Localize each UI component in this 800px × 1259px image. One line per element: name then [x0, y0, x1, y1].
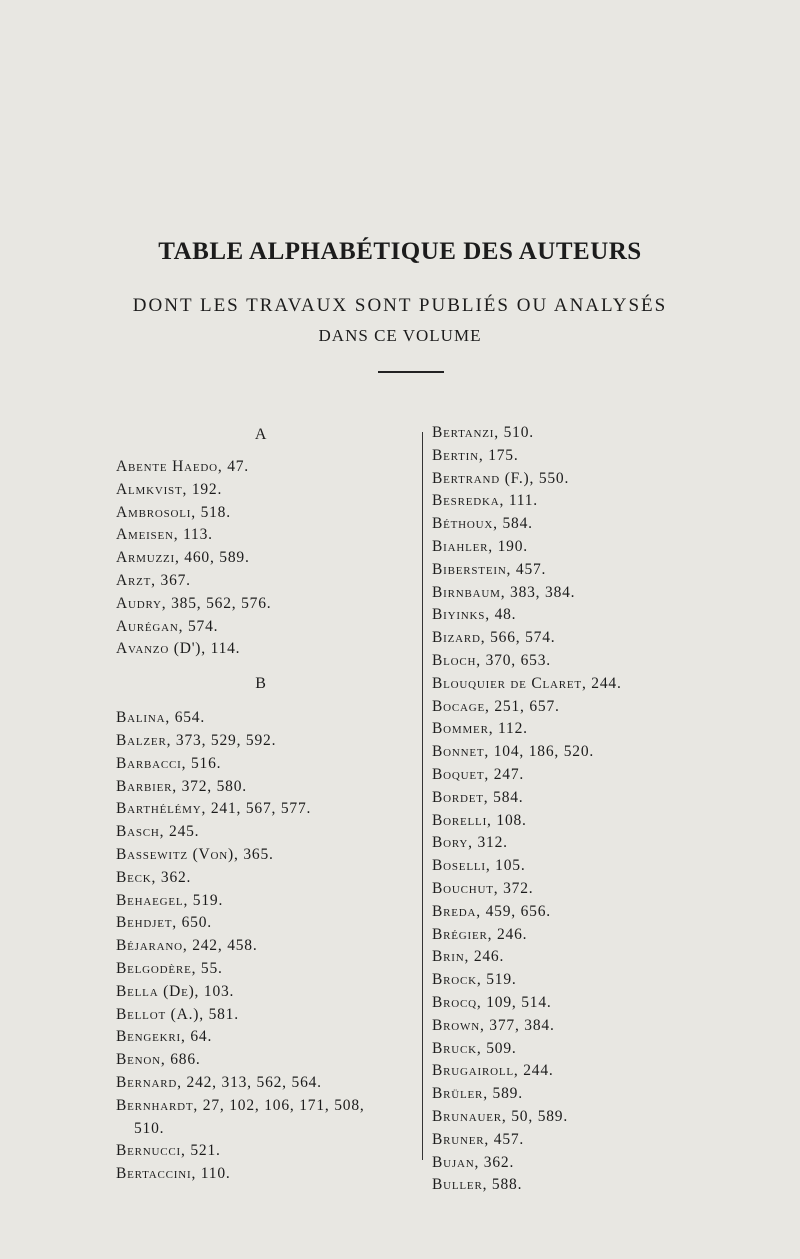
author-entry: Ameisen, 113.	[116, 526, 213, 544]
author-entry: Benon, 686.	[116, 1051, 201, 1069]
author-entry: Bory, 312.	[432, 834, 508, 852]
author-entry: Brocq, 109, 514.	[432, 993, 552, 1011]
author-entry: Bizard, 566, 574.	[432, 629, 556, 647]
author-entry: Bertaccini, 110.	[116, 1165, 231, 1183]
author-entry: Bengekri, 64.	[116, 1028, 213, 1046]
author-entry: Bassewitz (Von), 365.	[116, 845, 274, 863]
author-entry: Barbier, 372, 580.	[116, 777, 247, 795]
author-entry: Bertrand (F.), 550.	[432, 469, 570, 487]
author-entry: Almkvist, 192.	[116, 480, 223, 498]
author-entry: Barbacci, 516.	[116, 754, 222, 772]
author-entry: Balzer, 373, 529, 592.	[116, 731, 277, 749]
author-entry: Brock, 519.	[432, 971, 517, 989]
author-entry: Audry, 385, 562, 576.	[116, 594, 272, 612]
column-divider	[422, 432, 423, 1160]
author-entry: Boquet, 247.	[432, 765, 525, 783]
author-entry: Barthélémy, 241, 567, 577.	[116, 800, 312, 818]
author-entry: Belgodère, 55.	[116, 959, 223, 977]
author-entry: Armuzzi, 460, 589.	[116, 549, 250, 567]
author-entry: Brégier, 246.	[432, 925, 528, 943]
author-entry: Birnbaum, 383, 384.	[432, 583, 576, 601]
author-entry: Béjarano, 242, 458.	[116, 937, 258, 955]
author-entry: 510.	[134, 1119, 165, 1137]
author-entry: Brown, 377, 384.	[432, 1016, 555, 1034]
author-entry: Bellot (A.), 581.	[116, 1005, 239, 1023]
author-entry: Aurégan, 574.	[116, 617, 219, 635]
author-entry: Brunauer, 50, 589.	[432, 1107, 569, 1125]
author-entry: Bruner, 457.	[432, 1130, 525, 1148]
author-entry: Bella (De), 103.	[116, 982, 235, 1000]
author-entry: Bertin, 175.	[432, 446, 519, 464]
author-entry: Bernard, 242, 313, 562, 564.	[116, 1073, 322, 1091]
author-entry: Ambrosoli, 518.	[116, 503, 231, 521]
author-entry: Béthoux, 584.	[432, 515, 533, 533]
author-entry: Biyinks, 48.	[432, 606, 517, 624]
author-entry: Balina, 654.	[116, 709, 206, 727]
author-entry: Behdjet, 650.	[116, 914, 212, 932]
author-entry: Bernucci, 521.	[116, 1142, 221, 1160]
author-entry: Abente Haedo, 47.	[116, 458, 249, 475]
author-entry: Brin, 246.	[432, 948, 505, 966]
author-list-b	[116, 707, 416, 1186]
author-entry: Bujan, 362.	[432, 1153, 515, 1171]
author-entry: Behaegel, 519.	[116, 891, 224, 909]
section-letter-a: A	[254, 426, 268, 443]
author-entry: Bruck, 509.	[432, 1039, 517, 1057]
section-letter-b: B	[255, 675, 267, 693]
author-entry: Avanzo (D'), 114.	[116, 640, 241, 658]
author-entry: Bloch, 370, 653.	[432, 651, 551, 669]
page-subtitle-line2: DANS CE VOLUME	[318, 326, 482, 345]
author-entry: Bernhardt, 27, 102, 106, 171, 508,	[116, 1096, 365, 1114]
author-entry: Brüler, 589.	[432, 1085, 523, 1103]
author-entry: Basch, 245.	[116, 823, 200, 841]
author-entry: Beck, 362.	[116, 868, 192, 886]
author-entry: Biberstein, 457.	[432, 560, 547, 578]
author-entry: Bommer, 112.	[432, 720, 528, 738]
author-entry: Buller, 588.	[432, 1176, 523, 1194]
author-entry: Brugairoll, 244.	[432, 1062, 554, 1080]
right-column	[432, 422, 732, 1197]
author-entry: Bocage, 251, 657.	[432, 697, 560, 715]
author-entry: Biahler, 190.	[432, 537, 528, 555]
author-entry: Bonnet, 104, 186, 520.	[432, 743, 595, 761]
author-list-right	[432, 422, 732, 1197]
author-entry: Arzt, 367.	[116, 571, 191, 589]
author-entry: Bertanzi, 510.	[432, 424, 534, 441]
author-entry: Besredka, 111.	[432, 492, 538, 510]
author-list-a	[116, 456, 416, 661]
author-entry: Borelli, 108.	[432, 811, 527, 829]
title-rule	[378, 371, 444, 373]
author-entry: Boselli, 105.	[432, 857, 526, 875]
author-entry: Breda, 459, 656.	[432, 902, 551, 920]
left-column	[116, 424, 416, 1186]
author-entry: Bordet, 584.	[432, 788, 524, 806]
page-subtitle: DONT LES TRAVAUX SONT PUBLIÉS OU ANALYSÉS	[132, 295, 668, 316]
page-title: TABLE ALPHABÉTIQUE DES AUTEURS	[158, 238, 642, 265]
author-entry: Blouquier de Claret, 244.	[432, 674, 622, 692]
author-entry: Bouchut, 372.	[432, 879, 534, 897]
